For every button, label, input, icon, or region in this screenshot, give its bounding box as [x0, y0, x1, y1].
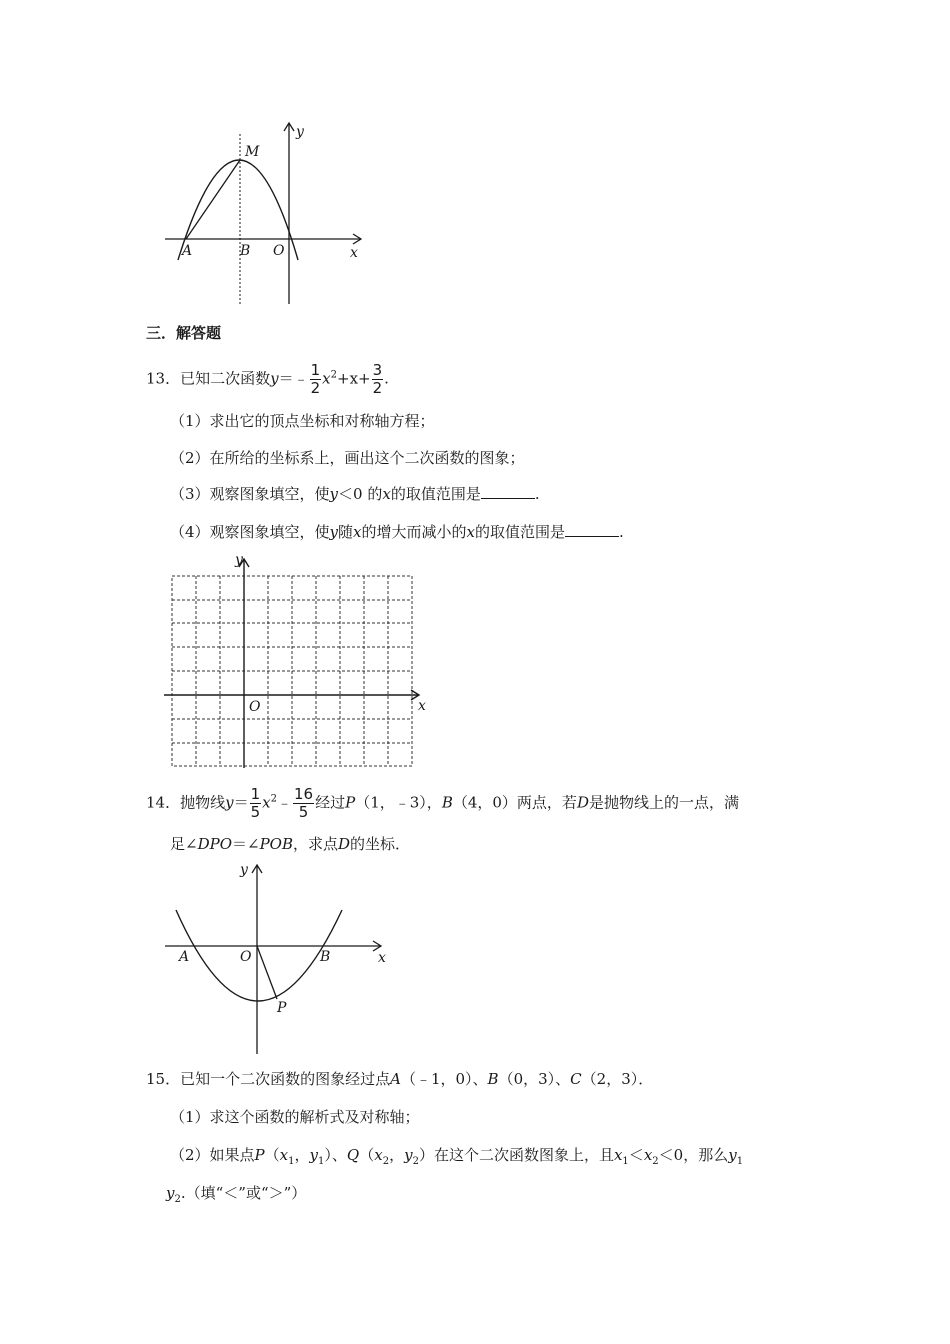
fraction-one-fifth: $\frac{1}{5}$ [250, 785, 261, 821]
label-a: A [182, 243, 193, 259]
answer-blank-2[interactable] [565, 522, 619, 537]
q14-line1: 14．抛物线y＝ $\frac{1}{5}$ $x^2﹣$ $\frac{16}{5}$ 经过P（1，﹣3），B（4，0）两点，若D是抛物线上的一点，满 [146, 785, 739, 821]
figure-parabola-m [160, 118, 380, 308]
q13-part3: （3）观察图象填空，使y＜0 的x的取值范围是 . [170, 485, 540, 503]
grid-dashed-lines [172, 576, 412, 766]
section-title: 三．解答题 [146, 324, 222, 342]
label-x: x [378, 950, 386, 966]
q13-stem: 13．已知二次函数y＝﹣ $\frac{1}{2}$ $x^2+x+$ $\frac{3}{2}$ . [146, 361, 389, 397]
segment-am [186, 160, 240, 239]
label-p: P [277, 1000, 287, 1016]
q15-stem: 15．已知一个二次函数的图象经过点A（﹣1，0）、B（0，3）、C（2，3）． [146, 1070, 654, 1088]
label-a: A [179, 949, 190, 965]
label-y: y [296, 124, 304, 140]
fraction-three-halves: $\frac{3}{2}$ [372, 361, 383, 397]
answer-blank-1[interactable] [481, 484, 535, 499]
label-y: y [240, 862, 248, 878]
fraction-one-half: $\frac{1}{2}$ [310, 361, 321, 397]
label-o: O [273, 243, 285, 259]
label-b: B [320, 949, 331, 965]
figure-parabola-p [160, 858, 400, 1058]
q15-part2-cont: $y_2$.（填“＜”或“＞”） [166, 1184, 307, 1205]
q14-line2: 足∠DPO＝∠POB，求点D的坐标． [170, 835, 411, 853]
fraction-sixteen-fifths: $\frac{16}{5}$ [294, 785, 314, 821]
label-o: O [240, 949, 252, 965]
q13-part4: （4）观察图象填空，使y随x的增大而减小的x的取值范围是 . [170, 523, 624, 541]
label-x: x [418, 698, 426, 714]
q13-part2: （2）在所给的坐标系上，画出这个二次函数的图象； [170, 449, 525, 467]
label-o: O [249, 699, 261, 715]
q15-part2: （2）如果点$P(x_1$，$y_1$）、$Q(x_2$，$y_2$）在这个二次函数图象上，且$x_1<x_2<0$，那么$y_1$ [170, 1146, 744, 1167]
figure-grid [160, 548, 440, 770]
q13-part1: （1）求出它的顶点坐标和对称轴方程； [170, 412, 435, 430]
label-x: x [350, 245, 358, 261]
label-m: M [245, 144, 260, 160]
label-y: y [235, 552, 243, 568]
q15-part1: （1）求这个函数的解析式及对称轴； [170, 1108, 420, 1126]
parabola-curve [176, 910, 342, 1001]
segment-op [257, 946, 277, 999]
label-b: B [240, 243, 251, 259]
